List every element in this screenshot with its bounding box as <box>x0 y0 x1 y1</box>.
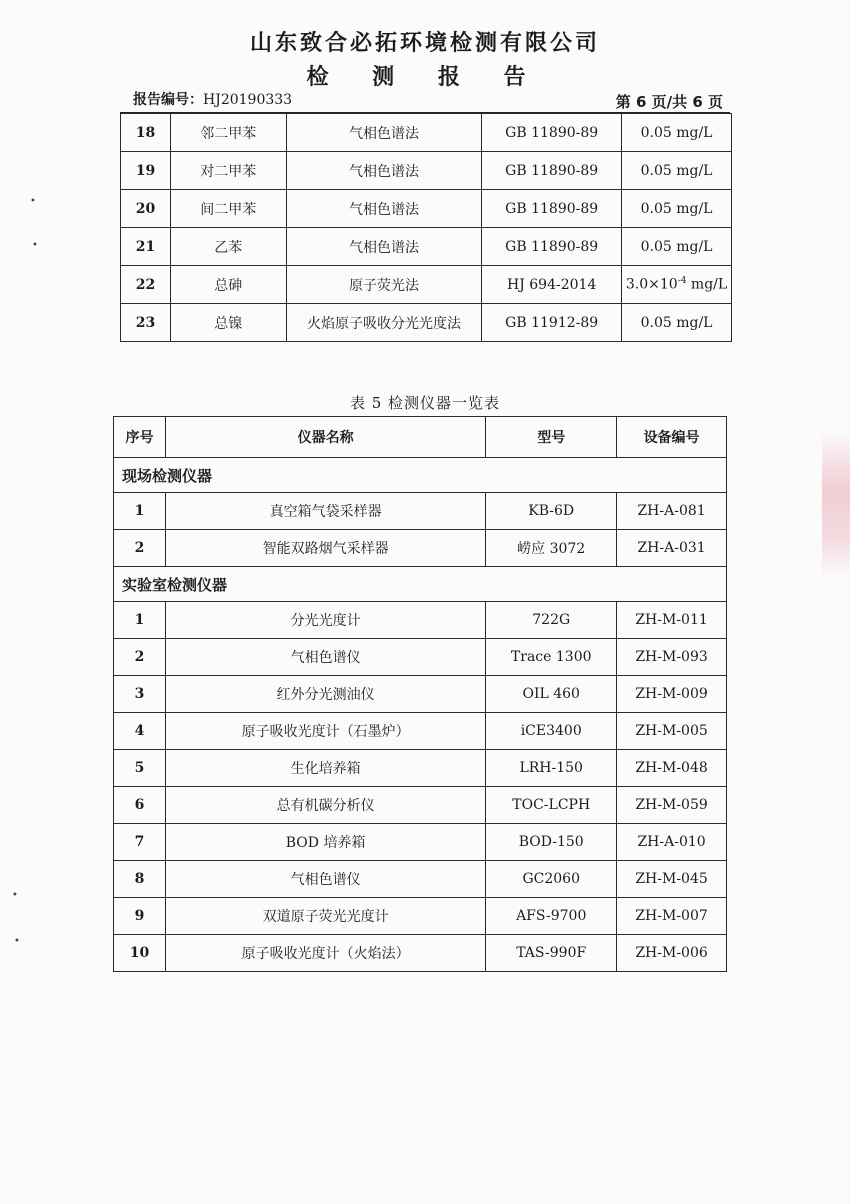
equipment-number: ZH-M-048 <box>617 750 727 787</box>
equipment-number: ZH-M-005 <box>617 713 727 750</box>
scan-speck: • <box>12 890 18 901</box>
equipment-number: ZH-M-011 <box>617 602 727 639</box>
row-number: 10 <box>114 935 166 972</box>
method-cell: 气相色谱法 <box>286 228 482 266</box>
row-number: 18 <box>121 114 171 152</box>
row-number: 21 <box>121 228 171 266</box>
page-indicator: 第 6 页/共 6 页 <box>615 93 723 111</box>
instrument-name: 总有机碳分析仪 <box>165 787 485 824</box>
table-row <box>114 861 727 898</box>
instrument-name: BOD 培养箱 <box>165 824 485 861</box>
row-number: 22 <box>121 266 171 304</box>
table-row <box>121 152 732 190</box>
method-cell: 气相色谱法 <box>286 152 482 190</box>
scan-speck: • <box>14 936 20 947</box>
equipment-number: ZH-A-010 <box>617 824 727 861</box>
instrument-table <box>113 416 727 972</box>
instrument-name: 原子吸收光度计（石墨炉） <box>165 713 485 750</box>
header-number: 序号 <box>114 417 166 458</box>
instrument-name: 双道原子荧光光度计 <box>165 898 485 935</box>
limit-cell: 0.05 mg/L <box>622 114 732 152</box>
scan-speck: • <box>30 196 36 207</box>
item-cell: 邻二甲苯 <box>170 114 286 152</box>
table-row <box>114 935 727 972</box>
report-number <box>133 89 292 109</box>
limit-cell: 0.05 mg/L <box>622 190 732 228</box>
item-cell: 总砷 <box>170 266 286 304</box>
section-lab-instruments: 实验室检测仪器 <box>114 567 727 602</box>
limit-unit: mg/L <box>686 276 728 293</box>
row-number: 4 <box>114 713 166 750</box>
equipment-number: ZH-M-006 <box>617 935 727 972</box>
row-number: 8 <box>114 861 166 898</box>
limit-cell <box>622 266 732 304</box>
table-row <box>114 676 727 713</box>
standard-cell: GB 11890-89 <box>482 190 622 228</box>
document-title: 检 测 报 告 <box>306 65 544 90</box>
row-number: 7 <box>114 824 166 861</box>
table-header-row <box>114 417 727 458</box>
table-row <box>121 228 732 266</box>
limit-cell: 0.05 mg/L <box>622 228 732 266</box>
instrument-name: 气相色谱仪 <box>165 639 485 676</box>
instrument-model: KB-6D <box>486 493 617 530</box>
instrument-model: BOD-150 <box>486 824 617 861</box>
table-row <box>121 190 732 228</box>
table-row <box>114 493 727 530</box>
section-row <box>114 567 727 602</box>
company-name: 山东致合必拓环境检测有限公司 <box>249 31 600 56</box>
instrument-name: 真空箱气袋采样器 <box>165 493 485 530</box>
method-cell: 气相色谱法 <box>286 190 482 228</box>
row-number: 23 <box>121 304 171 342</box>
limit-mantissa: 3.0×10 <box>625 276 678 293</box>
section-field-instruments: 现场检测仪器 <box>114 458 727 493</box>
equipment-number: ZH-M-059 <box>617 787 727 824</box>
equipment-number: ZH-A-031 <box>617 530 727 567</box>
instrument-name: 气相色谱仪 <box>165 861 485 898</box>
limit-cell: 0.05 mg/L <box>622 304 732 342</box>
limit-exponent: -4 <box>677 276 687 287</box>
limit-cell: 0.05 mg/L <box>622 152 732 190</box>
item-cell: 对二甲苯 <box>170 152 286 190</box>
table-row <box>121 114 732 152</box>
instrument-model: 崂应 3072 <box>486 530 617 567</box>
row-number: 19 <box>121 152 171 190</box>
table-row <box>114 787 727 824</box>
instrument-model: OIL 460 <box>486 676 617 713</box>
seal-stamp-edge <box>822 430 850 580</box>
standard-cell: GB 11890-89 <box>482 114 622 152</box>
standard-cell: GB 11912-89 <box>482 304 622 342</box>
header-model: 型号 <box>486 417 617 458</box>
report-number-label: 报告编号： <box>133 92 203 108</box>
table-row <box>121 304 732 342</box>
instrument-model: GC2060 <box>486 861 617 898</box>
row-number: 1 <box>114 493 166 530</box>
section-row <box>114 458 727 493</box>
instrument-name: 智能双路烟气采样器 <box>165 530 485 567</box>
standard-cell: GB 11890-89 <box>482 228 622 266</box>
method-cell: 原子荧光法 <box>286 266 482 304</box>
table-row <box>114 602 727 639</box>
item-cell: 总镍 <box>170 304 286 342</box>
row-number: 3 <box>114 676 166 713</box>
row-number: 6 <box>114 787 166 824</box>
row-number: 1 <box>114 602 166 639</box>
row-number: 2 <box>114 639 166 676</box>
equipment-number: ZH-A-081 <box>617 493 727 530</box>
table-caption: 表 5 检测仪器一览表 <box>349 394 501 412</box>
scan-speck: • <box>32 240 38 251</box>
instrument-name: 分光光度计 <box>165 602 485 639</box>
equipment-number: ZH-M-007 <box>617 898 727 935</box>
equipment-number: ZH-M-045 <box>617 861 727 898</box>
table-row <box>114 639 727 676</box>
table-row <box>114 898 727 935</box>
table-row <box>114 750 727 787</box>
header-equipment-number: 设备编号 <box>617 417 727 458</box>
table-row <box>114 824 727 861</box>
standard-cell: GB 11890-89 <box>482 152 622 190</box>
table-row <box>114 530 727 567</box>
report-number-value: HJ20190333 <box>203 92 293 108</box>
standard-cell: HJ 694-2014 <box>482 266 622 304</box>
instrument-model: TAS-990F <box>486 935 617 972</box>
instrument-model: iCE3400 <box>486 713 617 750</box>
equipment-number: ZH-M-009 <box>617 676 727 713</box>
method-cell: 气相色谱法 <box>286 114 482 152</box>
instrument-model: Trace 1300 <box>486 639 617 676</box>
instrument-model: LRH-150 <box>486 750 617 787</box>
row-number: 9 <box>114 898 166 935</box>
instrument-name: 红外分光测油仪 <box>165 676 485 713</box>
instrument-model: TOC-LCPH <box>486 787 617 824</box>
item-cell: 乙苯 <box>170 228 286 266</box>
row-number: 2 <box>114 530 166 567</box>
instrument-model: AFS-9700 <box>486 898 617 935</box>
method-table <box>120 113 732 342</box>
header-name: 仪器名称 <box>165 417 485 458</box>
table-row <box>114 713 727 750</box>
row-number: 20 <box>121 190 171 228</box>
instrument-model: 722G <box>486 602 617 639</box>
instrument-name: 生化培养箱 <box>165 750 485 787</box>
method-cell: 火焰原子吸收分光光度法 <box>286 304 482 342</box>
table-row <box>121 266 732 304</box>
equipment-number: ZH-M-093 <box>617 639 727 676</box>
item-cell: 间二甲苯 <box>170 190 286 228</box>
row-number: 5 <box>114 750 166 787</box>
instrument-name: 原子吸收光度计（火焰法） <box>165 935 485 972</box>
